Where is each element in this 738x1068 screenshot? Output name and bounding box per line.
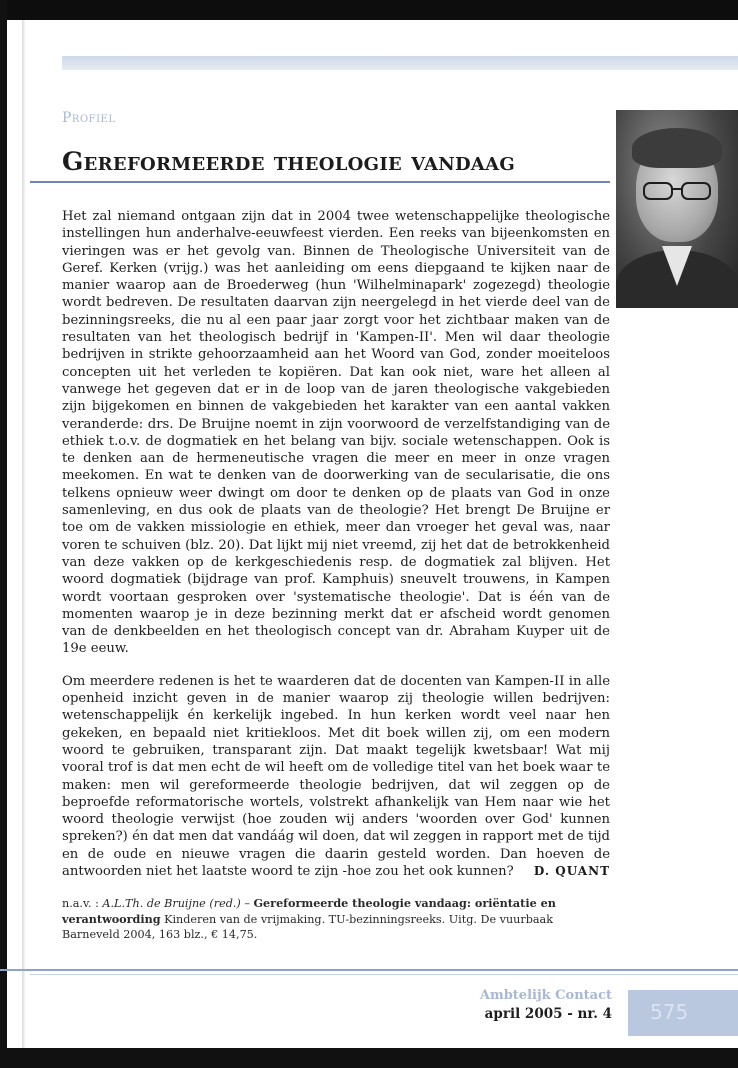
- author-signature: D. QUANT: [533, 864, 610, 878]
- book-reference: [62, 896, 610, 943]
- page-fold: [22, 20, 25, 1050]
- page-number: 575: [650, 1000, 689, 1024]
- title-rule: [30, 181, 610, 183]
- reference-editor: A.L.Th. de Bruijne (red.): [102, 897, 241, 910]
- scan-border-top: [0, 0, 738, 20]
- reference-book-title: Gereformeerde theologie vandaag: oriëntatie en verantwoording: [62, 896, 556, 926]
- article-body: [62, 208, 610, 895]
- paragraph-1: Het zal niemand ontgaan zijn dat in 2004 twee wetenschappelijke theologische instellingen hun anderhalve-eeuwfeest vierden. Een reeks van bijeenkomsten en vieringen was er het gevolg van. Binnen de Theologische Universiteit van de Geref. Kerken (vrijg.) was het aanleiding om eens diepgaand te kijken naar de manier waarop aan de Broederweg (hun 'Wilhelminapark' zogezegd) theologie wordt bedreven. De resultaten daarvan zijn neergelegd in het vierde deel van de bezinningsreeks, die nu al een paar jaar zorgt voor het zichtbaar maken van de resultaten van het theologisch bedrijf in 'Kampen-II'. Men wil daar theologie bedrijven in strikte gehoorzaamheid aan het Woord van God, zonder moeiteloos concepten uit het verleden te kopiëren. Dat kan ook niet, ware het alleen al vanwege het gegeven dat er in de loop van de jaren theologische vakgebieden zijn bijgekomen en binnen de vakgebieden het karakter van een aantal vakken veranderde: drs. De Bruijne noemt in zijn voorwoord de verzelfstandiging van de ethiek t.o.v. de dogmatiek en het belang van bijv. sociale wetenschappen. Ook is te denken aan de hermeneutische vragen die meer en meer in onze vragen meekomen. En wat te denken van de doorwerking van de secularisatie, die ons telkens opnieuw weer dwingt om door te denken op de plaats van God in onze samenleving, en dus ook de plaats van de theologie? Het brengt De Bruijne er toe om de vakken missiologie en ethiek, meer dan vroeger het geval was, naar voren te schuiven (blz. 20). Dat lijkt mij niet vreemd, zij het dat de betrokkenheid van deze vakken op de kerkgeschiedenis resp. de dogmatiek zal blijven. Het woord dogmatiek (bijdrage van prof. Kamphuis) sneuvelt trouwens, in Kampen wordt voortaan gesproken over 'systematische theologie'. Dat is één van de momenten waarop je in deze bezinning merkt dat er afscheid wordt genomen van de denkbeelden en het theologisch concept van dr. Abraham Kuyper uit de 19e eeuw.: [62, 209, 610, 657]
- scan-border-bottom: [0, 1048, 738, 1068]
- reference-prefix: n.a.v. :: [62, 897, 103, 910]
- scan-border-left: [0, 0, 7, 1068]
- journal-name: Ambtelijk Contact: [479, 988, 612, 1003]
- reference-dash: –: [240, 897, 254, 910]
- reference-details: Kinderen van de vrijmaking. TU-bezinningsreeks. Uitg. De vuurbaak Barneveld 2004, 163 blz., € 14,75.: [62, 912, 554, 941]
- section-label: Profiel: [62, 110, 116, 126]
- paragraph-2: Om meerdere redenen is het te waarderen dat de docenten van Kampen-II in alle openheid inzicht geven in de manier waarop zij theologie willen bedrijven: wetenschappelijk én kerkelijk ingebed. In hun kerken wordt veel naar hen gekeken, en bepaald niet kritiekloos. Met dit boek willen zij, om een modern woord te gebruiken, transparant zijn. Dat maakt tegelijk kwetsbaar! Wat mij vooral trof is dat men echt de wil heeft om de volledige titel van het boek waar te maken: men wil gereformeerde theologie bedrijven, dat wil zeggen op de beproefde reformatorische wortels, volstrekt afhankelijk van Hem naar wie het woord theologie verwijst (hoe zouden wij anders 'woorden over God' kunnen spreken?) én dat men dat vandáág wil doen, dat wil zeggen in rapport met de tijd en de oude en nieuwe vragen die daarin gesteld worden. Dan hoeven de antwoorden niet het laatste woord te zijn -hoe zou het ook kunnen?: [62, 673, 610, 879]
- footer-rule: [0, 969, 738, 971]
- header-band: [62, 56, 738, 70]
- author-photo: [616, 110, 738, 308]
- article-title: Gereformeerde theologie vandaag: [62, 147, 516, 176]
- issue-info: april 2005 - nr. 4: [484, 1006, 612, 1022]
- glasses-icon: [642, 180, 712, 202]
- footer-rule-thin: [30, 974, 738, 975]
